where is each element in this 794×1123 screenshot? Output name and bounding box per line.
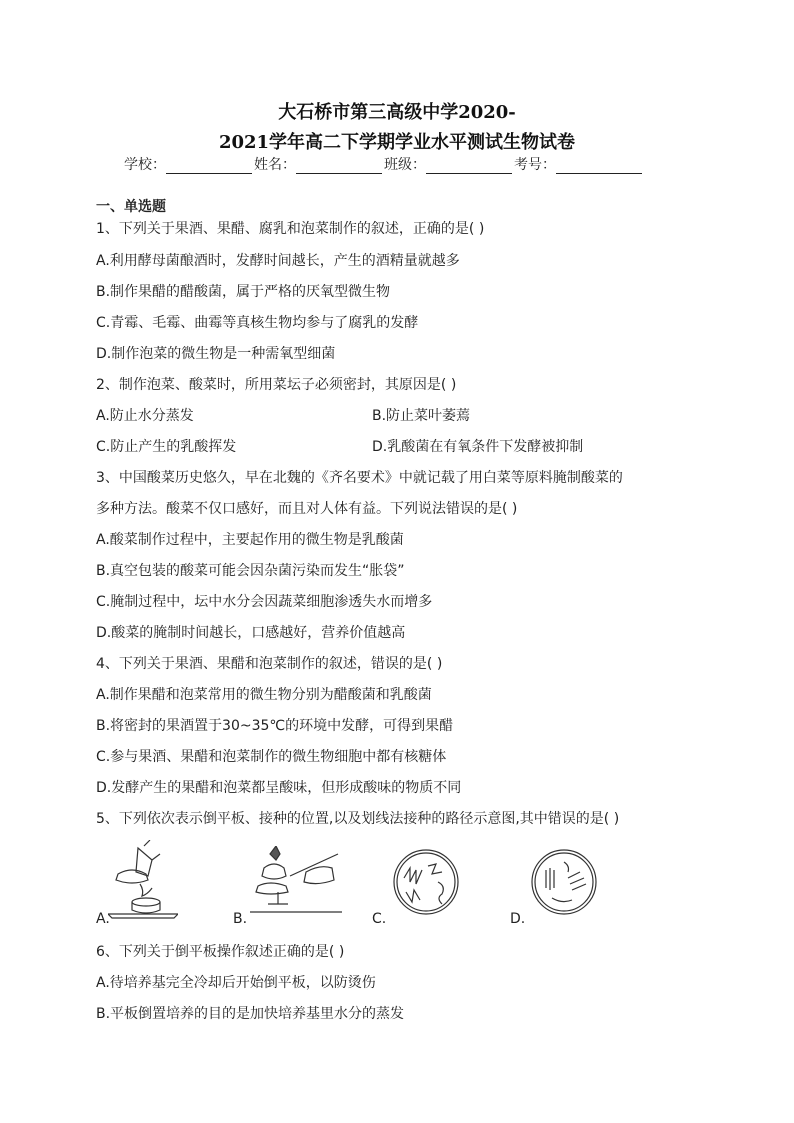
exam-title-line2: 2021学年高二下学期学业水平测试生物试卷 <box>218 132 576 153</box>
question-4-option-c: C.参与果酒、果醋和泡菜制作的微生物细胞中都有核糖体 <box>96 749 447 765</box>
question-6-option-b: B.平板倒置培养的目的是加快培养基里水分的蒸发 <box>96 1006 405 1022</box>
question-3-stem-line1: 3、中国酸菜历史悠久，早在北魏的《齐名要术》中就记载了用白菜等原料腌制酸菜的 <box>96 470 623 486</box>
question-5-option-a: A. <box>96 911 110 927</box>
question-1-option-d: D.制作泡菜的微生物是一种需氧型细菌 <box>96 346 336 362</box>
figure-d-streak-plate <box>530 848 598 916</box>
question-3-stem-line2: 多种方法。酸菜不仅口感好，而且对人体有益。下列说法错误的是( ) <box>96 501 518 517</box>
question-2-option-b: B.防止菜叶萎蔫 <box>372 408 471 424</box>
exam-title-line1: 大石桥市第三高级中学2020- <box>278 102 516 123</box>
question-5-option-d: D. <box>510 911 526 927</box>
figure-c-streak-plate <box>392 848 460 916</box>
field-label-class: 班级： <box>384 157 426 173</box>
question-6-option-a: A.待培养基完全冷却后开始倒平板，以防烫伤 <box>96 975 376 991</box>
field-label-name: 姓名： <box>254 157 296 173</box>
figure-b-inoculation <box>250 846 342 918</box>
question-1-option-a: A.利用酵母菌酿酒时，发酵时间越长，产生的酒精量就越多 <box>96 253 460 269</box>
question-5-stem: 5、下列依次表示倒平板、接种的位置,以及划线法接种的路径示意图,其中错误的是( ) <box>96 811 620 827</box>
section-heading: 一、单选题 <box>96 199 166 215</box>
school-blank[interactable] <box>166 159 252 174</box>
question-4-option-d: D.发酵产生的果醋和泡菜都呈酸味，但形成酸味的物质不同 <box>96 780 462 796</box>
figure-a-pouring-plate <box>108 840 178 920</box>
question-3-option-c: C.腌制过程中，坛中水分会因蔬菜细胞渗透失水而增多 <box>96 594 433 610</box>
question-4-stem: 4、下列关于果酒、果醋和泡菜制作的叙述，错误的是( ) <box>96 656 443 672</box>
question-3-option-d: D.酸菜的腌制时间越长，口感越好，营养价值越高 <box>96 625 406 641</box>
question-1-option-b: B.制作果醋的醋酸菌，属于严格的厌氧型微生物 <box>96 284 391 300</box>
exam-number-blank[interactable] <box>556 159 642 174</box>
name-blank[interactable] <box>296 159 382 174</box>
question-2-option-d: D.乳酸菌在有氧条件下发酵被抑制 <box>372 439 584 455</box>
question-3-option-b: B.真空包装的酸菜可能会因杂菌污染而发生“胀袋” <box>96 563 405 579</box>
field-label-school: 学校： <box>124 157 166 173</box>
question-2-stem: 2、制作泡菜、酸菜时，所用菜坛子必须密封，其原因是( ) <box>96 377 457 393</box>
question-2-option-c: C.防止产生的乳酸挥发 <box>96 439 237 455</box>
question-1-option-c: C.青霉、毛霉、曲霉等真核生物均参与了腐乳的发酵 <box>96 315 419 331</box>
question-2-option-a: A.防止水分蒸发 <box>96 408 194 424</box>
class-blank[interactable] <box>426 159 512 174</box>
question-5-option-b: B. <box>233 911 248 927</box>
question-3-option-a: A.酸菜制作过程中，主要起作用的微生物是乳酸菌 <box>96 532 404 548</box>
student-info-fields <box>124 154 644 174</box>
question-6-stem: 6、下列关于倒平板操作叙述正确的是( ) <box>96 944 345 960</box>
question-4-option-b: B.将密封的果酒置于30~35℃的环境中发酵，可得到果醋 <box>96 718 454 734</box>
question-1-stem: 1、下列关于果酒、果醋、腐乳和泡菜制作的叙述，正确的是( ) <box>96 221 485 237</box>
question-5-option-c: C. <box>372 911 387 927</box>
question-4-option-a: A.制作果醋和泡菜常用的微生物分别为醋酸菌和乳酸菌 <box>96 687 432 703</box>
field-label-exam-number: 考号： <box>514 157 556 173</box>
